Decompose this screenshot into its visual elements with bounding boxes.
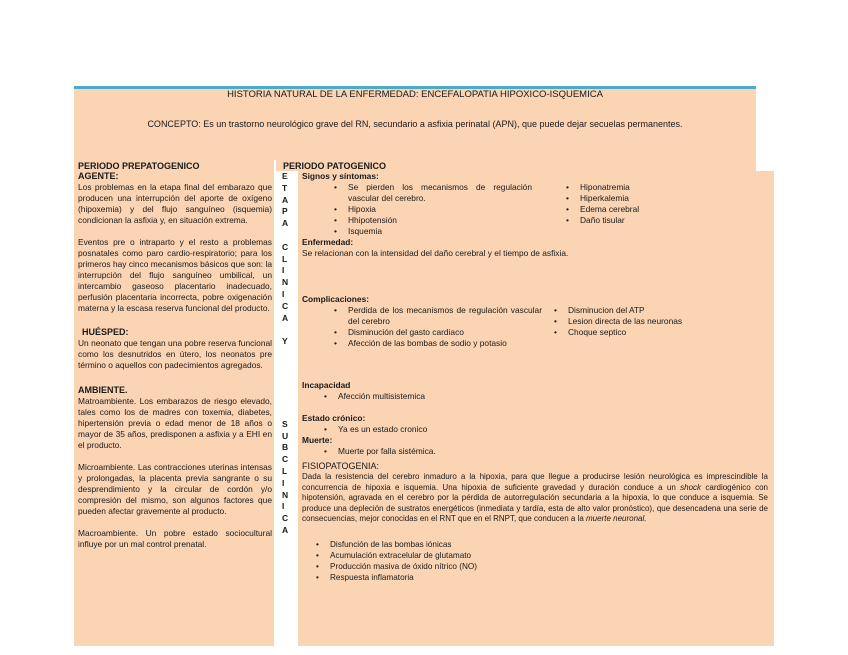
signos-section	[302, 171, 762, 259]
cronico-title: Estado crónico:	[302, 413, 366, 423]
incapacidad-section	[302, 380, 762, 402]
vertical-letter: L	[282, 465, 288, 476]
vertical-letter	[276, 360, 296, 372]
list-item: • Se pierden los mecanismos de regulación vascular del cerebro.	[348, 182, 532, 204]
list-item: • Disminución del gasto cardiaco	[348, 327, 542, 338]
fisiopatogenia-title: FISIOPATOGENIA:	[302, 461, 380, 471]
document-title: HISTORIA NATURAL DE LA ENFERMEDAD: ENCEFALOPATIA HIPOXICO-ISQUEMICA	[227, 89, 603, 100]
fisiopatogenia-paragraph	[302, 472, 768, 525]
list-item: • Disfunción de las bombas iónicas	[330, 539, 768, 550]
vertical-letter	[276, 372, 296, 384]
list-item: • Hiperkalemia	[580, 193, 639, 204]
list-item: • Afección multisistemica	[338, 391, 762, 402]
huesped-title: HUÉSPED:	[82, 327, 129, 337]
huesped-paragraph: Un neonato que tengan una pobre reserva funcional como los desnutridos en útero, los neonatos pre término o aquellos con padecimientos agregados.	[78, 338, 272, 370]
fisiopatogenia-section	[302, 461, 768, 583]
ambiente-paragraph-3: Macroambiente. Un pobre estado sociocultural influye por un mal control prenatal.	[78, 528, 272, 549]
list-item: • Lesion directa de las neuronas	[568, 316, 682, 327]
vertical-letter	[276, 230, 296, 242]
enfermedad-title: Enfermedad:	[302, 237, 354, 247]
list-item: • Respuesta inflamatoria	[330, 572, 768, 583]
vertical-letter: I	[282, 477, 285, 488]
signos-left-list	[302, 182, 532, 237]
cronico-list	[302, 424, 762, 435]
agente-paragraph-2: Eventos pre o intraparto y el resto a problemas posnatales como paro cardio-respiratorio; para los primeros hay cinco mecanismos básicos que son: la interrupción del flujo sanguíneo umbilical, un intercambio gaseoso placentario inadecuado, perfusión placentaria incorrecta, pobre oxigenación materna y la escasa reserva funcional del producto.	[78, 237, 272, 313]
enfermedad-text: Se relacionan con la intensidad del daño cerebral y el tiempo de asfixia.	[302, 248, 569, 258]
concept-text: CONCEPTO: Es un trastorno neurológico grave del RN, secundario a asfixia perinatal (APN), que puede dejar secuelas permanentes.	[147, 119, 683, 129]
vertical-letter: C	[282, 241, 289, 252]
vertical-letter	[276, 348, 296, 360]
vertical-letter: I	[282, 501, 285, 512]
list-item: • Isquemia	[348, 226, 532, 237]
complicaciones-left-list	[302, 305, 542, 349]
signos-right-list	[532, 182, 639, 237]
vertical-letter: A	[282, 312, 289, 323]
muerte-list	[302, 446, 762, 457]
vertical-letter: N	[282, 489, 289, 500]
complicaciones-title: Complicaciones:	[302, 294, 370, 304]
vertical-letter: T	[282, 182, 288, 193]
agente-paragraph-1: Los problemas en la etapa final del embarazo que producen una interrupción del aporte de oxígeno (hipoxemia) y del flujo sanguíneo (isquemia) condicionan la asfixia y, en situación extrema.	[78, 182, 272, 225]
fisio-italic-muerte: muerte neuronal.	[586, 514, 647, 524]
incapacidad-list	[302, 391, 762, 402]
list-item: • Daño tisular	[580, 215, 639, 226]
ambiente-title: AMBIENTE.	[78, 385, 128, 395]
list-item: • Muerte por falla sistémica.	[338, 446, 762, 457]
vertical-letter	[276, 395, 296, 407]
list-item: • Acumulación extracelular de glutamato	[330, 550, 768, 561]
list-item: • Choque septico	[568, 327, 682, 338]
vertical-stage-label	[276, 171, 296, 537]
list-item: • Hhipotensión	[348, 215, 532, 226]
vertical-letter: E	[282, 171, 288, 181]
ambiente-paragraph-2: Microambiente. Las contracciones uterinas intensas y prolongadas, la placenta previa sangrante o su desprendimiento y la circular de cordón y/o compresión del mismo, son algunos factores que pueden afectar gravemente al producto.	[78, 462, 272, 516]
list-item: • Ya es un estado cronico	[338, 424, 762, 435]
vertical-letter	[276, 324, 296, 336]
fisio-italic-shock: shock	[680, 482, 702, 492]
vertical-letter: Y	[282, 336, 288, 347]
vertical-letter: S	[282, 418, 288, 429]
prepatogenic-column	[78, 171, 272, 550]
list-item: • Disminucion del ATP	[568, 305, 682, 316]
vertical-letter: I	[282, 288, 285, 299]
vertical-letter: C	[282, 513, 289, 524]
muerte-title: Muerte:	[302, 435, 333, 445]
vertical-letter: A	[282, 524, 289, 535]
agente-title: AGENTE:	[78, 171, 119, 181]
prepatogenic-header: PERIODO PREPATOGENICO	[78, 161, 200, 171]
vertical-letter: A	[282, 218, 289, 229]
complicaciones-right-list	[542, 305, 682, 349]
vertical-letter: N	[282, 277, 289, 288]
list-item: • Hiponatremia	[580, 182, 639, 193]
fisiopatogenia-list	[302, 539, 768, 583]
patogenic-header: PERIODO PATOGENICO	[283, 161, 387, 171]
vertical-letter: U	[282, 430, 289, 441]
list-item: • Edema cerebral	[580, 204, 639, 215]
list-item: • Producción masiva de óxido nítrico (NO)	[330, 561, 768, 572]
vertical-letter: B	[282, 442, 289, 453]
vertical-letter: A	[282, 194, 289, 205]
list-item: • Hipoxia	[348, 204, 532, 215]
ambiente-paragraph-1: Matroambiente. Los embarazos de riesgo elevado, tales como los de madres con toxemia, diabetes, hipertensión previa o edad menor de 18 años o mayor de 35 años, predisponen a asfixia y a EHI en el producto.	[78, 396, 272, 450]
cronico-section	[302, 413, 762, 457]
signos-title: Signos y síntomas:	[302, 171, 379, 181]
fisio-text-1: Dada la resistencia del cerebro inmaduro a la hipoxia, para que llegue a producirse lesión neurológica es imprescindible la concurrencia de hipoxia e isquemia. Una hipoxia de suficiente gravedad y duración conduce a un	[302, 472, 768, 492]
vertical-letter	[276, 407, 296, 419]
list-item: • Afección de las bombas de sodio y potasio	[348, 338, 542, 349]
list-item: • Perdida de los mecanismos de regulación vascular del cerebro	[348, 305, 542, 327]
vertical-letter: C	[282, 454, 289, 465]
vertical-letter: P	[282, 206, 288, 217]
vertical-letter	[276, 383, 296, 395]
fisio-text-2: cardiogénico con hipotensión, agravada en el cerebro por la pérdida de autorregulación secundaria a la hipoxia, lo que conduce a isquemia. Se produce una depleción de sustratos energéticos (inmediata y tardía, esta de alto valor pronóstico), que desencadena una serie de consecuencias, mejor conocidas en el RNT que en el RNPT, que conducen a la	[302, 482, 768, 524]
vertical-letter: C	[282, 300, 289, 311]
complicaciones-section	[302, 294, 762, 349]
vertical-letter: I	[282, 265, 285, 276]
incapacidad-title: Incapacidad	[302, 380, 351, 390]
vertical-letter: L	[282, 253, 288, 264]
